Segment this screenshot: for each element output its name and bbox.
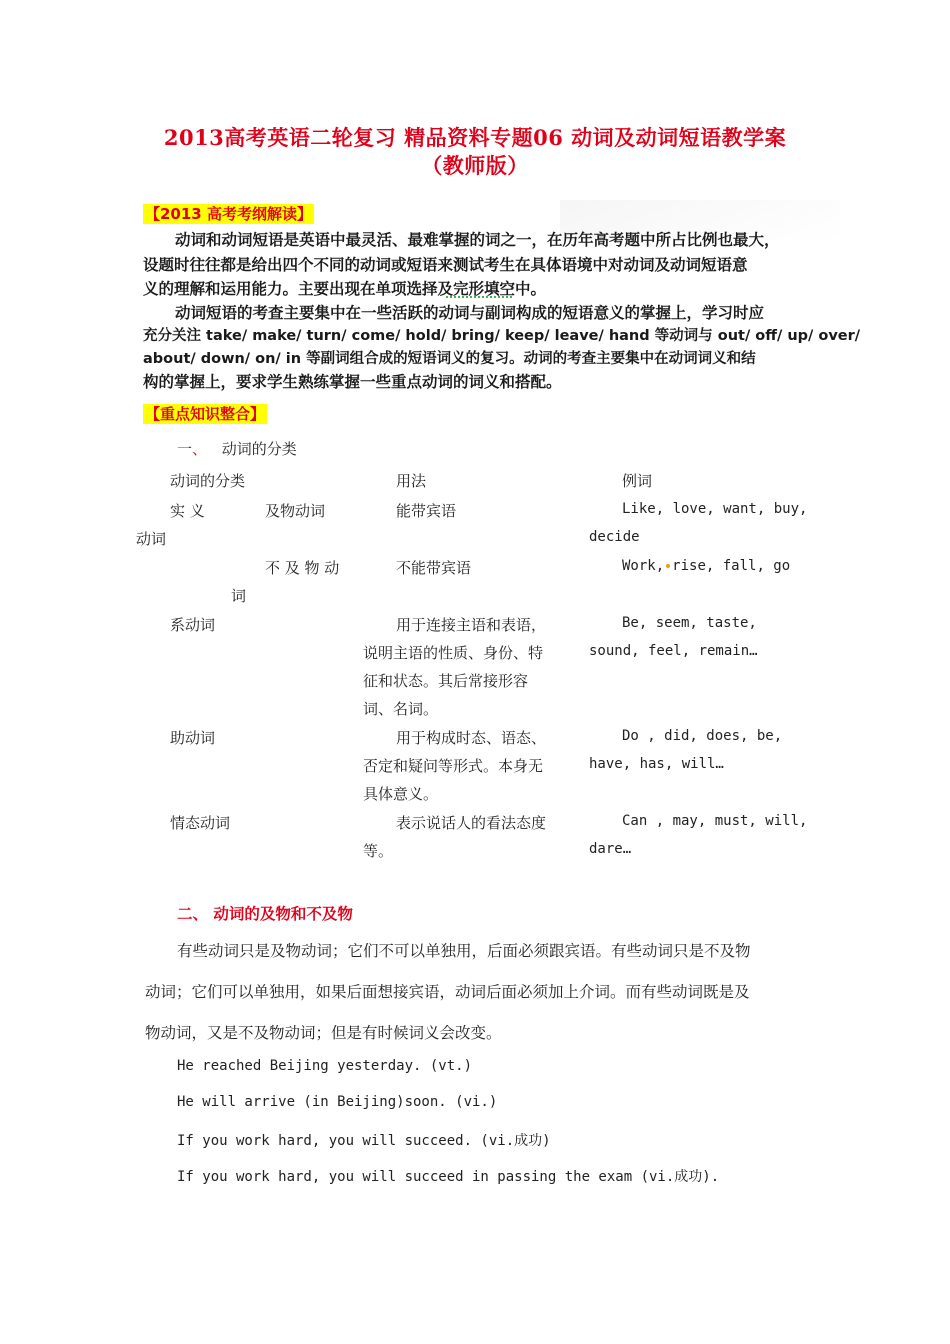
exam-line-6: about/ down/ on/ in 等副词组合成的短语词义的复习。动词的考查主要集中在动词词义和结 (143, 351, 756, 367)
table-row-2-usage: 不能带宾语 (396, 559, 472, 577)
table-row-2-subcat-b: 词 (231, 587, 247, 605)
table-row-3-example-1: Be, seem, taste, (622, 615, 757, 631)
page-subtitle: （教师版） (421, 153, 529, 178)
table-row-3-cat: 系动词 (170, 616, 216, 634)
example-sentence-1: He reached Beijing yesterday. (vt.) (177, 1058, 473, 1074)
section-two-line-2: 动词；它们可以单独用，如果后面想接宾语，动词后面必须加上介词。而有些动词既是及 (145, 983, 750, 1001)
example-sentence-4: If you work hard, you will succeed in passing the exam (vi.成功). (177, 1169, 720, 1185)
exam-line-3: 义的理解和运用能力。主要出现在单项选择及完形填空中。 (143, 280, 547, 298)
section-two-line-1: 有些动词只是及物动词；它们不可以单独用，后面必须跟宾语。有些动词只是不及物 (177, 942, 751, 960)
table-row-1-subcat: 及物动词 (265, 502, 326, 520)
exam-line-1: 动词和动词短语是英语中最灵活、最难掌握的词之一，在历年高考题中所占比例也最大， (175, 231, 780, 249)
heading-number: 一、 (177, 440, 208, 458)
table-row-4-usage-1: 用于构成时态、语态、 (396, 729, 547, 747)
table-row-3-usage-2: 说明主语的性质、身份、特 (363, 644, 544, 662)
example-sentence-3: If you work hard, you will succeed. (vi.成功) (177, 1133, 551, 1149)
key-knowledge-tag: 【重点知识整合】 (145, 405, 266, 423)
spellcheck-underline (446, 293, 512, 298)
table-row-1-cat-b: 动词 (136, 530, 167, 548)
table-row-2-example: Work, rise, fall, go (622, 558, 791, 574)
marker-dot (666, 564, 670, 568)
table-row-3-usage-3: 征和状态。其后常接形容 (363, 672, 529, 690)
table-row-1-example-2: decide (589, 529, 640, 545)
table-row-1-usage: 能带宾语 (396, 502, 457, 520)
table-row-3-example-2: sound, feel, remain… (589, 643, 758, 659)
table-row-5-example-1: Can , may, must, will, (622, 813, 808, 829)
table-row-4-cat: 助动词 (170, 729, 216, 747)
table-row-1-cat: 实 义 (170, 502, 205, 520)
page-title: 2013高考英语二轮复习 精品资料专题06 动词及动词短语教学案 (163, 125, 787, 150)
table-row-4-example-1: Do , did, does, be, (622, 728, 783, 744)
table-row-4-usage-2: 否定和疑问等形式。本身无 (363, 757, 544, 775)
table-row-4-usage-3: 具体意义。 (363, 785, 439, 803)
section-two-line-3: 物动词，又是不及物动词；但是有时候词义会改变。 (145, 1024, 502, 1042)
table-row-5-usage-1: 表示说话人的看法态度 (396, 814, 547, 832)
table-row-5-example-2: dare… (589, 841, 632, 857)
table-header-examples: 例词 (622, 472, 653, 490)
table-row-2-subcat: 不 及 物 动 (265, 559, 340, 577)
exam-outline-tag: 【2013 高考考纲解读】 (145, 205, 312, 223)
table-row-4-example-2: have, has, will… (589, 756, 724, 772)
exam-line-7: 构的掌握上，要求学生熟练掌握一些重点动词的词义和搭配。 (143, 373, 562, 391)
example-sentence-2: He will arrive (in Beijing)soon. (vi.) (177, 1094, 498, 1110)
table-header-usage: 用法 (396, 472, 427, 490)
exam-line-2: 设题时往往都是给出四个不同的动词或短语来测试考生在具体语境中对动词及动词短语意 (143, 256, 748, 274)
heading-transitive: 二、 动词的及物和不及物 (177, 905, 353, 923)
exam-line-4: 动词短语的考查主要集中在一些活跃的动词与副词构成的短语意义的掌握上，学习时应 (175, 304, 765, 322)
exam-line-5: 充分关注 take/ make/ turn/ come/ hold/ bring/ keep/ leave/ hand 等动词与 out/ off/ up/ over/ (143, 328, 861, 344)
table-header-category: 动词的分类 (170, 472, 246, 490)
table-row-3-usage-4: 词、名词。 (363, 700, 439, 718)
heading-verb-classification: 一、 动词的分类 (177, 440, 297, 458)
table-row-5-usage-2: 等。 (363, 842, 394, 860)
table-row-3-usage-1: 用于连接主语和表语， (396, 616, 547, 634)
table-row-5-cat: 情态动词 (170, 814, 231, 832)
table-row-1-example-1: Like, love, want, buy, (622, 501, 808, 517)
